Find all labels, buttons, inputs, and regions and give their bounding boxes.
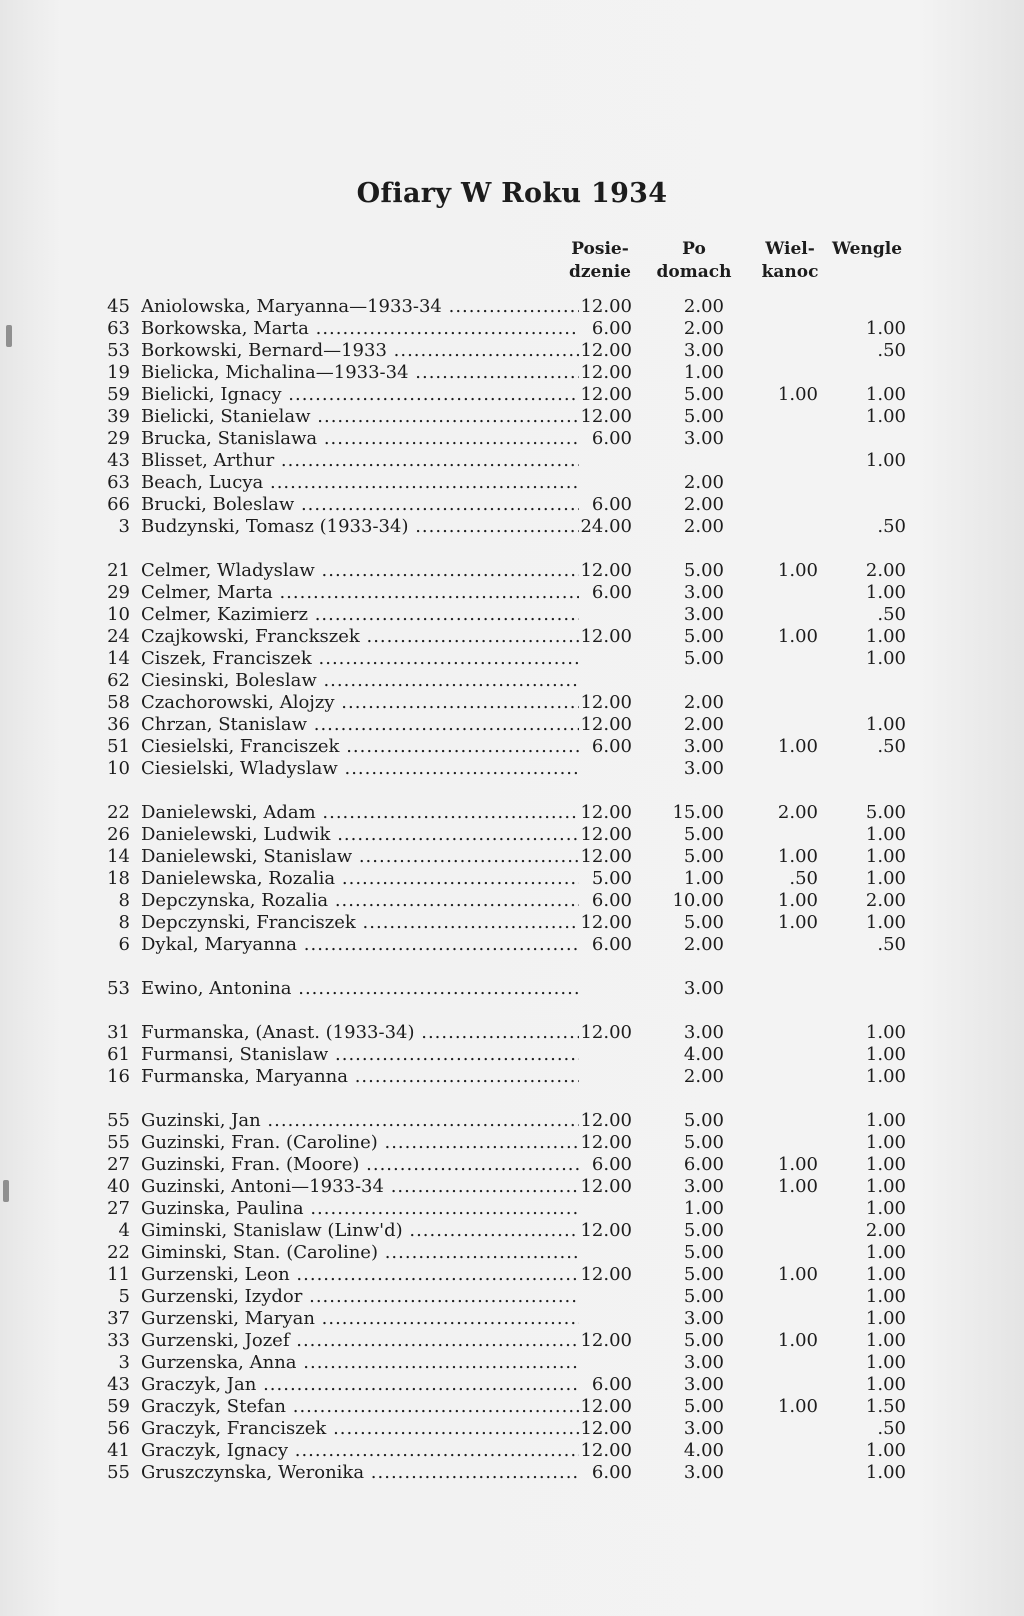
donor-name: Blisset, Arthur .....: [141, 450, 579, 472]
row-number: 51: [107, 736, 130, 757]
row-number: 8: [118, 890, 130, 911]
po-domach-value: 5.00: [683, 626, 724, 647]
table-row: [0, 1242, 1024, 1264]
table-row: [0, 868, 1024, 890]
table-row: [0, 1264, 1024, 1286]
row-number: 5: [118, 1286, 130, 1307]
row-number: 53: [107, 340, 130, 361]
wielkanoc-value: 2.00: [777, 802, 818, 823]
table-row: [0, 736, 1024, 758]
table-row: [0, 692, 1024, 714]
wengle-value: .50: [877, 604, 906, 625]
donor-name: Depczynska, Rozalia .....: [141, 890, 579, 912]
table-row: [0, 934, 1024, 956]
margin-mark: [3, 1180, 9, 1202]
donor-name: Depczynski, Franciszek .....: [141, 912, 579, 934]
donor-name: Celmer, Wladyslaw .....: [141, 560, 579, 582]
po-domach-value: 1.00: [683, 1198, 724, 1219]
posiedzenie-value: 12.00: [580, 340, 632, 361]
table-row: [0, 1154, 1024, 1176]
page-title: Ofiary W Roku 1934: [356, 178, 668, 209]
wengle-value: 1.00: [865, 1330, 906, 1351]
donor-name: Czachorowski, Alojzy .....: [141, 692, 579, 714]
row-number: 11: [107, 1264, 130, 1285]
wengle-value: 1.00: [865, 846, 906, 867]
posiedzenie-value: 6.00: [591, 1374, 632, 1395]
posiedzenie-value: 12.00: [580, 912, 632, 933]
posiedzenie-value: 12.00: [580, 1110, 632, 1131]
wielkanoc-value: 1.00: [777, 736, 818, 757]
wielkanoc-value: 1.00: [777, 384, 818, 405]
table-row: [0, 648, 1024, 670]
wengle-value: 1.00: [865, 1176, 906, 1197]
row-number: 3: [118, 516, 130, 537]
table-row: [0, 978, 1024, 1000]
posiedzenie-value: 6.00: [591, 318, 632, 339]
row-number: 24: [107, 626, 130, 647]
wengle-value: 1.00: [865, 582, 906, 603]
donor-name: Budzynski, Tomasz (1933-34) .....: [141, 516, 579, 538]
row-number: 27: [107, 1154, 130, 1175]
row-number: 55: [107, 1462, 130, 1483]
wengle-value: 1.00: [865, 1132, 906, 1153]
donor-name: Ciesinski, Boleslaw .....: [141, 670, 579, 692]
wengle-value: .50: [877, 340, 906, 361]
table-row: [0, 362, 1024, 384]
wielkanoc-value: 1.00: [777, 846, 818, 867]
table-row: [0, 604, 1024, 626]
column-header-posiedzenie: [555, 238, 645, 284]
donor-name: Borkowska, Marta .....: [141, 318, 579, 340]
donor-name: Graczyk, Jan .....: [141, 1374, 579, 1396]
po-domach-value: 4.00: [683, 1044, 724, 1065]
donor-name: Danielewska, Rozalia .....: [141, 868, 579, 890]
wielkanoc-value: 1.00: [777, 626, 818, 647]
header-line: kanoc: [761, 262, 819, 282]
donor-name: Gruszczynska, Weronika .....: [141, 1462, 579, 1484]
donor-name: Graczyk, Ignacy .....: [141, 1440, 579, 1462]
donor-name: Guzinski, Fran. (Caroline) .....: [141, 1132, 579, 1154]
wengle-value: 1.00: [865, 1440, 906, 1461]
po-domach-value: 5.00: [683, 824, 724, 845]
table-row: [0, 824, 1024, 846]
wengle-value: 1.00: [865, 868, 906, 889]
header-line: Po: [682, 239, 706, 259]
row-number: 10: [107, 604, 130, 625]
wengle-value: 2.00: [865, 1220, 906, 1241]
posiedzenie-value: 6.00: [591, 934, 632, 955]
po-domach-value: 2.00: [683, 516, 724, 537]
margin-mark: [6, 325, 12, 347]
table-row: [0, 560, 1024, 582]
wengle-value: 1.50: [865, 1396, 906, 1417]
posiedzenie-value: 12.00: [580, 1396, 632, 1417]
table-row: [0, 1308, 1024, 1330]
table-row: [0, 1374, 1024, 1396]
wengle-value: 1.00: [865, 1242, 906, 1263]
po-domach-value: 3.00: [683, 582, 724, 603]
row-number: 37: [107, 1308, 130, 1329]
po-domach-value: 5.00: [683, 406, 724, 427]
wielkanoc-value: 1.00: [777, 890, 818, 911]
row-number: 66: [107, 494, 130, 515]
header-line: domach: [656, 262, 732, 282]
table-row: [0, 494, 1024, 516]
po-domach-value: 5.00: [683, 384, 724, 405]
po-domach-value: 3.00: [683, 758, 724, 779]
po-domach-value: 5.00: [683, 560, 724, 581]
header-line: Posie-: [571, 239, 629, 259]
posiedzenie-value: 24.00: [580, 516, 632, 537]
table-row: [0, 1330, 1024, 1352]
po-domach-value: 3.00: [683, 428, 724, 449]
wengle-value: 1.00: [865, 1264, 906, 1285]
po-domach-value: 15.00: [672, 802, 724, 823]
posiedzenie-value: 6.00: [591, 1462, 632, 1483]
donor-name: Czajkowski, Franckszek .....: [141, 626, 579, 648]
donor-name: Borkowski, Bernard—1933 .....: [141, 340, 579, 362]
row-number: 62: [107, 670, 130, 691]
po-domach-value: 3.00: [683, 604, 724, 625]
table-row: [0, 516, 1024, 538]
row-number: 31: [107, 1022, 130, 1043]
po-domach-value: 3.00: [683, 1374, 724, 1395]
donor-name: Furmansi, Stanislaw .....: [141, 1044, 579, 1066]
posiedzenie-value: 12.00: [580, 714, 632, 735]
table-row: [0, 1286, 1024, 1308]
posiedzenie-value: 6.00: [591, 428, 632, 449]
table-row: [0, 1176, 1024, 1198]
donor-name: Bielicka, Michalina—1933-34 .....: [141, 362, 579, 384]
row-number: 63: [107, 472, 130, 493]
donor-name: Furmanska, (Anast. (1933-34) .....: [141, 1022, 579, 1044]
donor-name: Ewino, Antonina .....: [141, 978, 579, 1000]
wengle-value: 1.00: [865, 912, 906, 933]
wengle-value: 1.00: [865, 1308, 906, 1329]
posiedzenie-value: 12.00: [580, 406, 632, 427]
table-row: [0, 1044, 1024, 1066]
posiedzenie-value: 12.00: [580, 362, 632, 383]
po-domach-value: 5.00: [683, 648, 724, 669]
table-row: [0, 1110, 1024, 1132]
row-number: 56: [107, 1418, 130, 1439]
wengle-value: .50: [877, 516, 906, 537]
wengle-value: 1.00: [865, 450, 906, 471]
table-row: [0, 1396, 1024, 1418]
wengle-value: 1.00: [865, 824, 906, 845]
donor-name: Gurzenska, Anna .....: [141, 1352, 579, 1374]
donor-name: Ciesielski, Wladyslaw .....: [141, 758, 579, 780]
wengle-value: 1.00: [865, 1044, 906, 1065]
row-number: 16: [107, 1066, 130, 1087]
wengle-value: 1.00: [865, 1198, 906, 1219]
table-row: [0, 670, 1024, 692]
row-number: 19: [107, 362, 130, 383]
table-row: [0, 1022, 1024, 1044]
row-number: 59: [107, 1396, 130, 1417]
donor-name: Furmanska, Maryanna .....: [141, 1066, 579, 1088]
po-domach-value: 5.00: [683, 846, 724, 867]
row-number: 18: [107, 868, 130, 889]
posiedzenie-value: 12.00: [580, 1132, 632, 1153]
posiedzenie-value: 12.00: [580, 1440, 632, 1461]
po-domach-value: 5.00: [683, 912, 724, 933]
donor-name: Gurzenski, Leon .....: [141, 1264, 579, 1286]
po-domach-value: 2.00: [683, 472, 724, 493]
row-number: 22: [107, 802, 130, 823]
wengle-value: 1.00: [865, 1352, 906, 1373]
donor-name: Graczyk, Franciszek .....: [141, 1418, 579, 1440]
po-domach-value: 2.00: [683, 318, 724, 339]
table-row: [0, 758, 1024, 780]
posiedzenie-value: 12.00: [580, 626, 632, 647]
po-domach-value: 4.00: [683, 1440, 724, 1461]
row-number: 58: [107, 692, 130, 713]
header-line: dzenie: [569, 262, 631, 282]
po-domach-value: 1.00: [683, 362, 724, 383]
wengle-value: 1.00: [865, 1022, 906, 1043]
table-row: [0, 1462, 1024, 1484]
wengle-value: .50: [877, 934, 906, 955]
row-number: 33: [107, 1330, 130, 1351]
row-number: 55: [107, 1132, 130, 1153]
po-domach-value: 5.00: [683, 1242, 724, 1263]
table-row: [0, 1132, 1024, 1154]
wengle-value: 1.00: [865, 384, 906, 405]
donor-name: Brucka, Stanislawa .....: [141, 428, 579, 450]
row-number: 3: [118, 1352, 130, 1373]
po-domach-value: 5.00: [683, 1396, 724, 1417]
table-row: [0, 802, 1024, 824]
column-header-wielkanoc: [748, 238, 832, 284]
po-domach-value: 5.00: [683, 1110, 724, 1131]
table-row: [0, 318, 1024, 340]
column-header-po-domach: [648, 238, 740, 284]
donor-name: Guzinski, Fran. (Moore) .....: [141, 1154, 579, 1176]
po-domach-value: 3.00: [683, 978, 724, 999]
wengle-value: 1.00: [865, 1154, 906, 1175]
row-number: 26: [107, 824, 130, 845]
wengle-value: 1.00: [865, 626, 906, 647]
posiedzenie-value: 12.00: [580, 846, 632, 867]
row-number: 14: [107, 648, 130, 669]
posiedzenie-value: 12.00: [580, 384, 632, 405]
wengle-value: 1.00: [865, 406, 906, 427]
po-domach-value: 3.00: [683, 1462, 724, 1483]
po-domach-value: 3.00: [683, 1176, 724, 1197]
table-row: [0, 846, 1024, 868]
row-number: 45: [107, 296, 130, 317]
wengle-value: 2.00: [865, 890, 906, 911]
table-row: [0, 1440, 1024, 1462]
wielkanoc-value: .50: [789, 868, 818, 889]
wengle-value: 1.00: [865, 1462, 906, 1483]
row-number: 10: [107, 758, 130, 779]
po-domach-value: 2.00: [683, 714, 724, 735]
donor-name: Guzinska, Paulina .....: [141, 1198, 579, 1220]
row-number: 29: [107, 428, 130, 449]
row-number: 41: [107, 1440, 130, 1461]
row-number: 63: [107, 318, 130, 339]
po-domach-value: 3.00: [683, 1022, 724, 1043]
donor-name: Ciesielski, Franciszek .....: [141, 736, 579, 758]
wengle-value: 1.00: [865, 318, 906, 339]
posiedzenie-value: 12.00: [580, 802, 632, 823]
table-row: [0, 428, 1024, 450]
po-domach-value: 5.00: [683, 1220, 724, 1241]
wengle-value: 5.00: [865, 802, 906, 823]
table-row: [0, 1418, 1024, 1440]
donor-name: Giminski, Stanislaw (Linw'd) .....: [141, 1220, 579, 1242]
wielkanoc-value: 1.00: [777, 1396, 818, 1417]
donor-name: Brucki, Boleslaw .....: [141, 494, 579, 516]
posiedzenie-value: 6.00: [591, 1154, 632, 1175]
donor-name: Giminski, Stan. (Caroline) .....: [141, 1242, 579, 1264]
wielkanoc-value: 1.00: [777, 1264, 818, 1285]
donor-name: Gurzenski, Izydor .....: [141, 1286, 579, 1308]
donor-name: Gurzenski, Jozef .....: [141, 1330, 579, 1352]
header-line: Wiel-: [765, 239, 815, 259]
donor-name: Guzinski, Antoni—1933-34 .....: [141, 1176, 579, 1198]
row-number: 6: [118, 934, 130, 955]
header-line: Wengle: [831, 239, 903, 259]
row-number: 55: [107, 1110, 130, 1131]
donor-name: Celmer, Kazimierz .....: [141, 604, 579, 626]
po-domach-value: 5.00: [683, 1132, 724, 1153]
row-number: 36: [107, 714, 130, 735]
donor-name: Celmer, Marta .....: [141, 582, 579, 604]
po-domach-value: 2.00: [683, 296, 724, 317]
po-domach-value: 3.00: [683, 1308, 724, 1329]
po-domach-value: 3.00: [683, 1352, 724, 1373]
table-row: [0, 626, 1024, 648]
po-domach-value: 5.00: [683, 1330, 724, 1351]
table-row: [0, 912, 1024, 934]
row-number: 61: [107, 1044, 130, 1065]
table-row: [0, 340, 1024, 362]
wengle-value: 1.00: [865, 1374, 906, 1395]
posiedzenie-value: 6.00: [591, 890, 632, 911]
posiedzenie-value: 12.00: [580, 1176, 632, 1197]
donor-name: Bielicki, Stanielaw .....: [141, 406, 579, 428]
row-number: 53: [107, 978, 130, 999]
donor-name: Guzinski, Jan .....: [141, 1110, 579, 1132]
wielkanoc-value: 1.00: [777, 912, 818, 933]
row-number: 59: [107, 384, 130, 405]
wengle-value: .50: [877, 736, 906, 757]
donor-name: Graczyk, Stefan .....: [141, 1396, 579, 1418]
wielkanoc-value: 1.00: [777, 1176, 818, 1197]
table-row: [0, 384, 1024, 406]
wengle-value: 1.00: [865, 1066, 906, 1087]
table-row: [0, 1220, 1024, 1242]
po-domach-value: 1.00: [683, 868, 724, 889]
table-row: [0, 582, 1024, 604]
donor-name: Aniolowska, Maryanna—1933-34 .....: [141, 296, 579, 318]
po-domach-value: 3.00: [683, 340, 724, 361]
table-row: [0, 1352, 1024, 1374]
wengle-value: 2.00: [865, 560, 906, 581]
wengle-value: 1.00: [865, 1286, 906, 1307]
po-domach-value: 6.00: [683, 1154, 724, 1175]
donor-name: Beach, Lucya .....: [141, 472, 579, 494]
posiedzenie-value: 6.00: [591, 494, 632, 515]
row-number: 43: [107, 1374, 130, 1395]
wengle-value: .50: [877, 1418, 906, 1439]
wengle-value: 1.00: [865, 714, 906, 735]
donor-name: Chrzan, Stanislaw .....: [141, 714, 579, 736]
posiedzenie-value: 6.00: [591, 736, 632, 757]
wielkanoc-value: 1.00: [777, 1330, 818, 1351]
row-number: 4: [118, 1220, 130, 1241]
table-row: [0, 890, 1024, 912]
donor-name: Danielewski, Ludwik .....: [141, 824, 579, 846]
wielkanoc-value: 1.00: [777, 1154, 818, 1175]
posiedzenie-value: 12.00: [580, 560, 632, 581]
posiedzenie-value: 6.00: [591, 582, 632, 603]
table-row: [0, 450, 1024, 472]
row-number: 21: [107, 560, 130, 581]
posiedzenie-value: 12.00: [580, 692, 632, 713]
po-domach-value: 2.00: [683, 494, 724, 515]
row-number: 22: [107, 1242, 130, 1263]
wielkanoc-value: 1.00: [777, 560, 818, 581]
po-domach-value: 5.00: [683, 1264, 724, 1285]
table-row: [0, 472, 1024, 494]
donor-name: Danielewski, Adam .....: [141, 802, 579, 824]
wengle-value: 1.00: [865, 1110, 906, 1131]
posiedzenie-value: 12.00: [580, 1220, 632, 1241]
column-header-wengle: [825, 238, 909, 261]
row-number: 43: [107, 450, 130, 471]
po-domach-value: 2.00: [683, 692, 724, 713]
row-number: 8: [118, 912, 130, 933]
table-row: [0, 406, 1024, 428]
posiedzenie-value: 12.00: [580, 1330, 632, 1351]
posiedzenie-value: 12.00: [580, 824, 632, 845]
donor-name: Dykal, Maryanna .....: [141, 934, 579, 956]
po-domach-value: 2.00: [683, 934, 724, 955]
posiedzenie-value: 5.00: [591, 868, 632, 889]
donor-name: Bielicki, Ignacy .....: [141, 384, 579, 406]
po-domach-value: 3.00: [683, 736, 724, 757]
table-row: [0, 296, 1024, 318]
wengle-value: 1.00: [865, 648, 906, 669]
table-row: [0, 1198, 1024, 1220]
po-domach-value: 2.00: [683, 1066, 724, 1087]
posiedzenie-value: 12.00: [580, 296, 632, 317]
po-domach-value: 3.00: [683, 1418, 724, 1439]
donor-name: Ciszek, Franciszek .....: [141, 648, 579, 670]
row-number: 14: [107, 846, 130, 867]
row-number: 27: [107, 1198, 130, 1219]
donor-name: Danielewski, Stanislaw .....: [141, 846, 579, 868]
posiedzenie-value: 12.00: [580, 1264, 632, 1285]
posiedzenie-value: 12.00: [580, 1022, 632, 1043]
table-row: [0, 714, 1024, 736]
table-row: [0, 1066, 1024, 1088]
row-number: 40: [107, 1176, 130, 1197]
row-number: 39: [107, 406, 130, 427]
donor-name: Gurzenski, Maryan .....: [141, 1308, 579, 1330]
po-domach-value: 10.00: [672, 890, 724, 911]
row-number: 29: [107, 582, 130, 603]
po-domach-value: 5.00: [683, 1286, 724, 1307]
posiedzenie-value: 12.00: [580, 1418, 632, 1439]
